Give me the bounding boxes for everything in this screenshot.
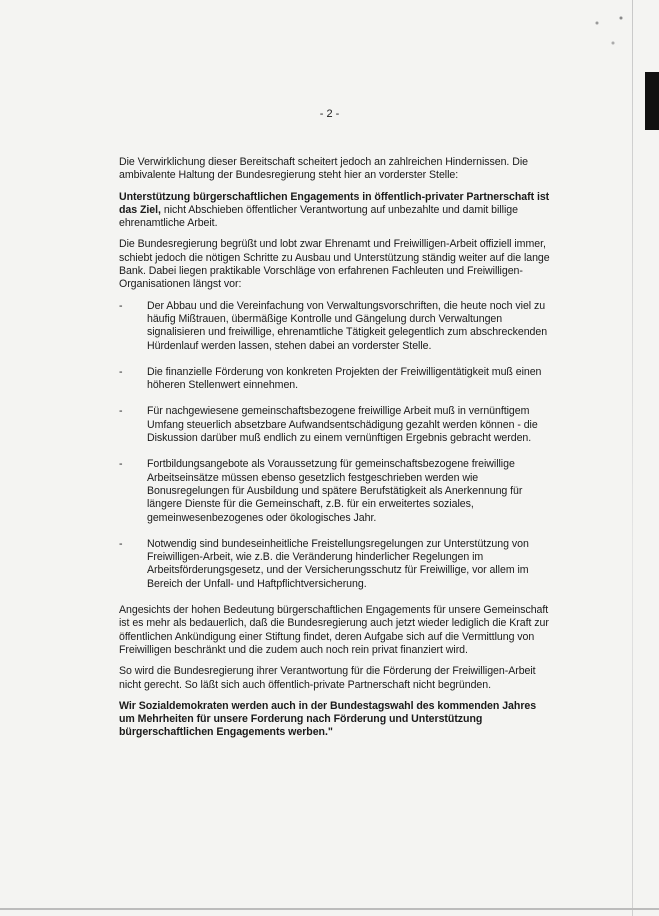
list-item (119, 538, 551, 591)
paragraph: So wird die Bundesregierung ihrer Verantwortung für die Förderung der Freiwilligen-Arbeit nicht gerecht. So läßt sich auch öffentlich-private Partnerschaft nicht begründen. (119, 665, 536, 691)
scan-edge-line (632, 0, 633, 916)
list-item (119, 300, 551, 353)
list-item (119, 405, 551, 445)
list-item (119, 458, 551, 524)
scan-edge-mark (645, 72, 659, 130)
list-item-text: Die finanzielle Förderung von konkreten Projekten der Freiwilligentätigkeit muß einen höheren Stellenwert einnehmen. (147, 365, 542, 392)
paragraph: Die Bundesregierung begrüßt und lobt zwar Ehrenamt und Freiwilligen-Arbeit offiziell immer, schiebt jedoch die nötigen Schritte zu Ausbau und Unterstützung ständig weiter auf die lange Bank. Dabei liegen praktikable Vorschläge von erfahrenen Fachleuten und Freiwilligen-Organisationen längst vor: (119, 238, 550, 291)
scan-bottom-line (0, 908, 659, 910)
bullet-marker: - (119, 299, 123, 312)
list-item-text: Für nachgewiesene gemeinschaftsbezogene freiwillige Arbeit muß in vernünftigem Umfang steuerlich absetzbare Aufwandsentschädigung gezahlt werden können - die Diskussion darüber muß endlich zu einem vernünftigen Ergebnis gebracht werden. (147, 405, 538, 445)
closing-statement: Wir Sozialdemokraten werden auch in der Bundestagswahl des kommenden Jahres um Mehrheiten für unsere Forderung nach Förderung und Unterstützung bürgerschaftlichen Engagements werben." (119, 699, 537, 739)
page-number: - 2 - (319, 108, 340, 120)
bullet-marker: - (119, 405, 123, 418)
paragraph: Die Verwirklichung dieser Bereitschaft scheitert jedoch an zahlreichen Hindernissen. Die ambivalente Haltung der Bundesregierung steht hier an vorderster Stelle: (119, 156, 528, 182)
document-body (119, 156, 551, 748)
list-item-text: Fortbildungsangebote als Voraussetzung für gemeinschaftsbezogene freiwillige Arbeitseinsätze müssen ebenso gesetzlich festgeschrieben werden wie Bonusregelungen für Ausbildung und spätere Berufstätigkeit als Anerkennung für längere Dienste für die Gemeinschaft, z.B. für ein erweitertes soziales, gemeinwesenbezogenes oder ökologisches Jahr. (147, 458, 523, 524)
bullet-marker: - (119, 365, 123, 378)
paragraph: Angesichts der hohen Bedeutung bürgerschaftlichen Engagements für unsere Gemeinschaft ist es mehr als bedauerlich, daß die Bundesregierung auch jetzt wieder lediglich die Kraft zur öffentlichen Ankündigung einer Stiftung findet, deren Aufgabe sich auf die Vermittlung von Freiwilligen beschränkt und die zudem auch noch rein privat finanziert wird. (119, 604, 549, 656)
scan-specks (589, 8, 629, 58)
bullet-marker: - (119, 537, 123, 550)
paragraph-bold-lead: Unterstützung bürgerschaftlichen Engagements in öffentlich-privater Partnerschaft ist das Ziel, (119, 190, 550, 216)
list-item-text: Notwendig sind bundeseinheitliche Freistellungsregelungen zur Unterstützung von Freiwilligen-Arbeit, wie z.B. die Veränderung hinderlicher Regelungen im Arbeitsförderungsgesetz, und der Versicherungsschutz für Freiwillige, vor allem im Bereich der Unfall- und Haftpflichtversicherung. (147, 537, 529, 590)
bullet-list (119, 300, 551, 591)
paragraph-rest: nicht Abschieben öffentlicher Verantwortung auf unbezahlte und damit billige ehrenamtliche Arbeit. (119, 203, 518, 230)
list-item-text: Der Abbau und die Vereinfachung von Verwaltungsvorschriften, die heute noch viel zu häufig Mißtrauen, übermäßige Kontrolle und Gängelung durch Verwaltungen signalisieren und freiwillige, ehrenamtliche Tätigkeit gelegentlich zum abschreckenden Hürdenlauf werden lassen, stehen dabei an vorderster Stelle. (147, 299, 548, 352)
bullet-marker: - (119, 458, 123, 471)
list-item (119, 366, 551, 393)
paragraph (119, 191, 551, 231)
